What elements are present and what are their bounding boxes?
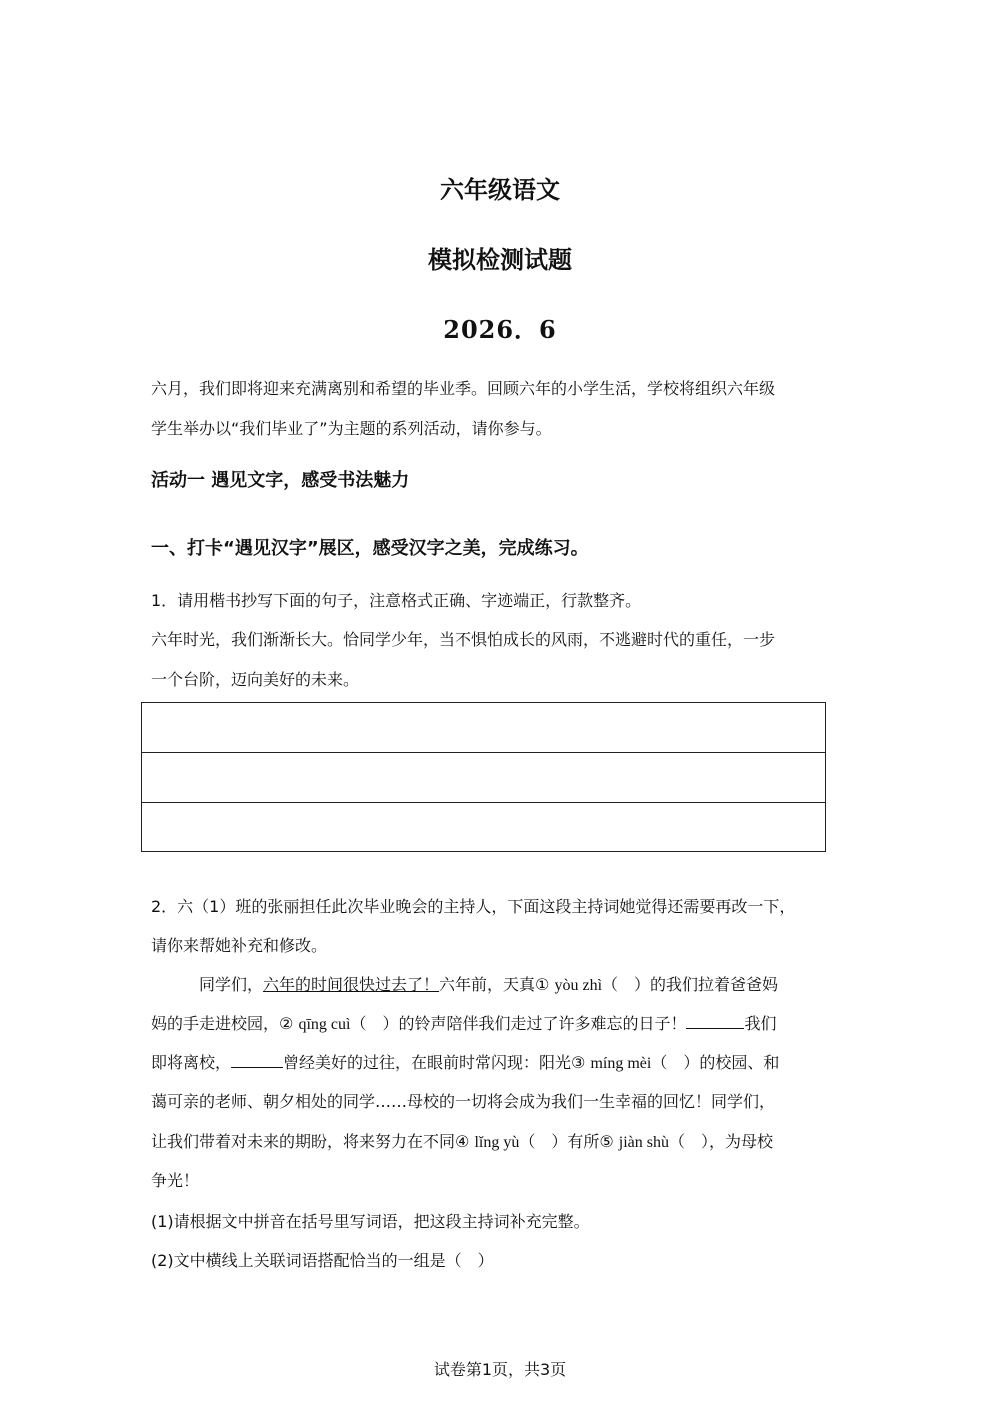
page-footer: 试卷第1页，共3页 — [433, 1360, 567, 1379]
passage-text: 同学们， — [199, 975, 264, 994]
sub-question-1: (1)请根据文中拼音在括号里写词语，把这段主持词补充完整。 — [151, 1212, 590, 1231]
passage-text: 六年前，天真① — [439, 975, 555, 994]
passage-line-1 — [199, 972, 778, 995]
passage-text: 曾经美好的过往，在眼前时常闪现：阳光③ — [283, 1053, 591, 1072]
section-one-title: 一、打卡“遇见汉字”展区，感受汉字之美，完成练习。 — [151, 538, 589, 559]
pinyin-3: míng mèi — [590, 1055, 652, 1072]
handwriting-row[interactable] — [142, 803, 825, 853]
passage-line-2 — [151, 1011, 776, 1034]
pinyin-1: yòu zhì — [554, 977, 603, 994]
passage-text: 的我们拉着爸爸妈 — [650, 975, 779, 994]
pinyin-4: lǐng yù — [474, 1134, 520, 1151]
answer-paren-2[interactable]: （ ） — [350, 1014, 399, 1033]
exam-date: 2026．6 — [443, 315, 557, 344]
passage-line-3 — [151, 1050, 779, 1073]
passage-text: 妈的手走进校园，② — [151, 1014, 299, 1033]
answer-paren-3[interactable]: （ ） — [651, 1053, 700, 1072]
question-1-prompt: 1．请用楷书抄写下面的句子，注意格式正确、字迹端正，行款整齐。 — [151, 591, 642, 610]
answer-paren-5[interactable]: （ ） — [669, 1132, 710, 1151]
answer-paren-1[interactable]: （ ） — [602, 975, 651, 994]
intro-line-2: 学生举办以“我们毕业了”为主题的系列活动，请你参与。 — [151, 419, 552, 438]
passage-text: 即将离校， — [151, 1053, 232, 1072]
passage-text: ，为母校 — [709, 1132, 774, 1151]
question-1-text-line-2: 一个台阶，迈向美好的未来。 — [151, 670, 360, 689]
passage-text: 我们 — [744, 1014, 777, 1033]
pinyin-2: qīng cuì — [298, 1016, 351, 1033]
handwriting-row[interactable] — [142, 753, 825, 803]
passage-text: 有所⑤ — [567, 1132, 619, 1151]
passage-text: 让我们带着对未来的期盼，将来努力在不同④ — [151, 1132, 475, 1151]
activity-one-title: 活动一 遇见文字，感受书法魅力 — [151, 470, 410, 491]
blank-line-2[interactable] — [231, 1053, 283, 1068]
blank-line-1[interactable] — [686, 1014, 744, 1029]
passage-line-6: 争光！ — [151, 1171, 200, 1190]
passage-text: 的铃声陪伴我们走过了许多难忘的日子！ — [398, 1014, 687, 1033]
sub-question-2: (2)文中横线上关联词语搭配恰当的一组是（ ） — [151, 1251, 494, 1270]
handwriting-row[interactable] — [142, 703, 825, 753]
exam-title-line1: 六年级语文 — [440, 176, 560, 204]
intro-line-1: 六月，我们即将迎来充满离别和希望的毕业季。回顾六年的小学生活，学校将组织六年级 — [151, 379, 776, 398]
passage-line-5 — [151, 1129, 773, 1152]
question-2-prompt-line-2: 请你来帮她补充和修改。 — [151, 936, 328, 955]
question-1-text-line-1: 六年时光，我们渐渐长大。恰同学少年，当不惧怕成长的风雨，不逃避时代的重任，一步 — [151, 630, 776, 649]
underlined-sentence: 六年的时间很快过去了！ — [263, 975, 440, 994]
question-2-prompt-line-1: 2．六（1）班的张丽担任此次毕业晚会的主持人，下面这段主持词她觉得还需要再改一下， — [151, 897, 796, 916]
pinyin-5: jiàn shù — [618, 1134, 669, 1151]
passage-line-4: 蔼可亲的老师、朝夕相处的同学……母校的一切将会成为我们一生幸福的回忆！同学们， — [151, 1092, 776, 1111]
exam-title-line2: 模拟检测试题 — [428, 246, 572, 274]
passage-text: 的校园、和 — [699, 1053, 780, 1072]
answer-paren-4[interactable]: （ ） — [519, 1132, 568, 1151]
handwriting-grid[interactable] — [141, 702, 826, 852]
